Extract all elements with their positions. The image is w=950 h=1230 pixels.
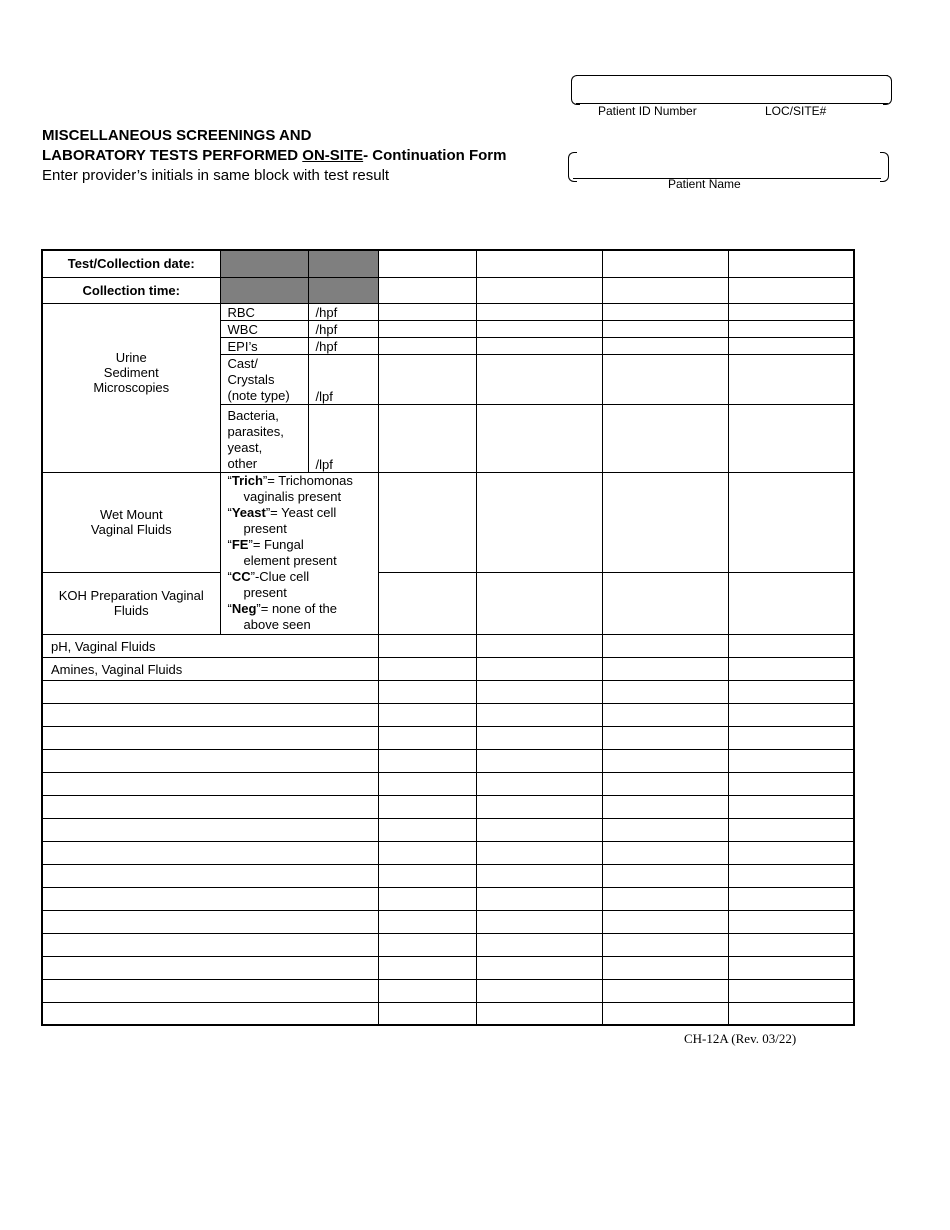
bacteria-label-4: other <box>227 455 258 471</box>
date-entry-cell[interactable] <box>476 250 602 277</box>
epi-label: EPI’s <box>220 337 308 354</box>
bacteria-unit: /lpf <box>315 456 333 472</box>
result-cell[interactable] <box>476 749 602 772</box>
result-cell[interactable] <box>602 337 728 354</box>
epi-unit: /hpf <box>308 337 378 354</box>
result-cell[interactable] <box>728 1002 854 1025</box>
result-cell[interactable] <box>602 956 728 979</box>
result-cell[interactable] <box>378 910 476 933</box>
blank-test-name-cell[interactable] <box>42 841 378 864</box>
result-cell[interactable] <box>378 572 476 634</box>
lab-results-table <box>41 249 855 1026</box>
patient-id-bracket-left <box>571 75 580 105</box>
urine-label-1: Urine <box>115 349 147 365</box>
result-cell[interactable] <box>602 1002 728 1025</box>
time-entry-cell[interactable] <box>476 277 602 303</box>
bacteria-unit-cell <box>308 404 378 472</box>
result-cell[interactable] <box>476 404 602 472</box>
legend-trich-key: Trich <box>231 472 263 488</box>
urine-label-2: Sediment <box>103 364 159 380</box>
koh-label-cell <box>42 572 220 634</box>
result-cell[interactable] <box>378 864 476 887</box>
wbc-label: WBC <box>220 320 308 337</box>
title-pre: LABORATORY TESTS PERFORMED <box>42 147 303 164</box>
blank-test-name-cell[interactable] <box>42 772 378 795</box>
result-cell[interactable] <box>378 818 476 841</box>
legend-neg-text-2: above seen <box>243 616 311 632</box>
result-cell[interactable] <box>728 680 854 703</box>
result-cell[interactable] <box>476 772 602 795</box>
result-cell[interactable] <box>728 320 854 337</box>
result-cell[interactable] <box>476 795 602 818</box>
result-cell[interactable] <box>378 1002 476 1025</box>
form-title-line2 <box>42 147 506 164</box>
bacteria-label-3: yeast, <box>227 439 263 455</box>
result-cell[interactable] <box>728 572 854 634</box>
patient-id-top-line <box>576 75 888 76</box>
blank-test-name-cell[interactable] <box>42 956 378 979</box>
collection-time-label: Collection time: <box>82 282 180 298</box>
result-cell[interactable] <box>378 703 476 726</box>
result-cell[interactable] <box>602 772 728 795</box>
result-legend: “Trich”= Trichomonas vaginalis present “Yeast”= Yeast cell present “FE”= Fungal element present “CC”-Clue cell present “Neg”= none of the above seen <box>220 472 378 634</box>
result-cell[interactable] <box>728 818 854 841</box>
legend-fe-key: FE <box>231 536 249 552</box>
time-entry-cell[interactable] <box>728 277 854 303</box>
blank-test-name-cell[interactable] <box>42 680 378 703</box>
form-title-line1: MISCELLANEOUS SCREENINGS AND <box>42 127 312 144</box>
legend-yeast-text-2: present <box>243 520 287 536</box>
result-cell[interactable] <box>602 795 728 818</box>
result-cell[interactable] <box>602 887 728 910</box>
result-cell[interactable] <box>602 726 728 749</box>
wet-mount-label-1: Wet Mount <box>99 507 163 522</box>
date-entry-cell[interactable] <box>378 250 476 277</box>
result-cell[interactable] <box>476 703 602 726</box>
blank-test-name-cell[interactable] <box>42 703 378 726</box>
result-cell[interactable] <box>378 979 476 1002</box>
blank-test-name-cell[interactable] <box>42 887 378 910</box>
title-onsite: ON-SITE <box>302 147 364 164</box>
urine-label-3: Microscopies <box>93 379 170 395</box>
result-cell[interactable] <box>728 726 854 749</box>
result-cell[interactable] <box>728 472 854 572</box>
time-entry-cell[interactable] <box>378 277 476 303</box>
result-cell[interactable] <box>602 354 728 404</box>
result-cell[interactable] <box>378 933 476 956</box>
test-date-label: Test/Collection date: <box>67 256 195 272</box>
result-cell[interactable] <box>378 634 476 657</box>
cast-unit-cell <box>308 354 378 404</box>
result-cell[interactable] <box>728 749 854 772</box>
koh-label-1: KOH Preparation Vaginal <box>58 588 204 603</box>
result-cell[interactable] <box>602 657 728 680</box>
result-cell[interactable] <box>476 956 602 979</box>
result-cell[interactable] <box>476 864 602 887</box>
result-cell[interactable] <box>602 979 728 1002</box>
shaded-cell <box>220 250 308 277</box>
result-cell[interactable] <box>378 772 476 795</box>
legend-cc-key: CC <box>231 568 251 584</box>
legend-fe-text: = Fungal <box>252 536 304 552</box>
result-cell[interactable] <box>476 337 602 354</box>
result-cell[interactable] <box>476 320 602 337</box>
result-cell[interactable] <box>476 818 602 841</box>
result-cell[interactable] <box>728 657 854 680</box>
result-cell[interactable] <box>728 933 854 956</box>
blank-test-name-cell[interactable] <box>42 979 378 1002</box>
result-cell[interactable] <box>728 337 854 354</box>
shaded-cell <box>308 250 378 277</box>
patient-name-bracket-right <box>880 152 889 182</box>
cast-label-cell <box>220 354 308 404</box>
wet-mount-label-2: Vaginal Fluids <box>90 522 172 537</box>
rbc-label: RBC <box>220 303 308 320</box>
cast-label-1: Cast/ <box>227 355 258 371</box>
result-cell[interactable] <box>476 472 602 572</box>
result-cell[interactable] <box>476 910 602 933</box>
cast-label-2: Crystals <box>227 371 275 387</box>
legend-fe-text-2: element present <box>243 552 337 568</box>
loc-site-label: LOC/SITE# <box>765 104 827 118</box>
legend-neg-key: Neg <box>231 600 257 616</box>
result-cell[interactable] <box>602 572 728 634</box>
blank-test-name-cell[interactable] <box>42 864 378 887</box>
result-cell[interactable] <box>378 726 476 749</box>
date-entry-cell[interactable] <box>602 250 728 277</box>
rbc-unit: /hpf <box>308 303 378 320</box>
result-cell[interactable] <box>378 887 476 910</box>
result-cell[interactable] <box>476 726 602 749</box>
legend-trich-text-2: vaginalis present <box>243 488 342 504</box>
result-cell[interactable] <box>476 933 602 956</box>
result-cell[interactable] <box>602 933 728 956</box>
bacteria-label-2: parasites, <box>227 423 284 439</box>
shaded-cell <box>308 277 378 303</box>
patient-name-label: Patient Name <box>668 177 741 191</box>
wet-mount-label-cell <box>42 472 220 572</box>
result-cell[interactable] <box>728 841 854 864</box>
result-cell[interactable] <box>476 979 602 1002</box>
result-cell[interactable] <box>476 680 602 703</box>
result-cell[interactable] <box>728 703 854 726</box>
blank-test-name-cell[interactable] <box>42 726 378 749</box>
result-cell[interactable] <box>378 795 476 818</box>
result-cell[interactable] <box>728 795 854 818</box>
result-cell[interactable] <box>602 703 728 726</box>
result-cell[interactable] <box>602 910 728 933</box>
collection-time-label-cell <box>42 277 220 303</box>
time-entry-cell[interactable] <box>602 277 728 303</box>
bacteria-label-cell <box>220 404 308 472</box>
patient-id-bracket-right <box>883 75 892 105</box>
result-cell[interactable] <box>728 887 854 910</box>
legend-cc-text: -Clue cell <box>254 568 310 584</box>
result-cell[interactable] <box>728 910 854 933</box>
result-cell[interactable] <box>602 841 728 864</box>
result-cell[interactable] <box>378 657 476 680</box>
result-cell[interactable] <box>602 634 728 657</box>
blank-test-name-cell[interactable] <box>42 749 378 772</box>
result-cell[interactable] <box>728 956 854 979</box>
legend-yeast-key: Yeast <box>231 504 266 520</box>
blank-test-name-cell[interactable] <box>42 795 378 818</box>
result-cell[interactable] <box>602 472 728 572</box>
result-cell[interactable] <box>378 841 476 864</box>
title-post: - Continuation Form <box>363 147 507 164</box>
cast-unit: /lpf <box>315 388 333 404</box>
result-cell[interactable] <box>378 337 476 354</box>
result-cell[interactable] <box>378 404 476 472</box>
result-cell[interactable] <box>728 864 854 887</box>
result-cell[interactable] <box>602 680 728 703</box>
result-cell[interactable] <box>728 634 854 657</box>
result-cell[interactable] <box>378 354 476 404</box>
date-entry-cell[interactable] <box>728 250 854 277</box>
patient-id-label: Patient ID Number <box>598 104 697 118</box>
bacteria-label-1: Bacteria, <box>227 407 279 423</box>
result-cell[interactable] <box>728 772 854 795</box>
legend-neg-text: = none of the <box>260 600 338 616</box>
result-cell[interactable] <box>378 320 476 337</box>
result-cell[interactable] <box>728 303 854 320</box>
legend-cc-text-2: present <box>243 584 287 600</box>
result-cell[interactable] <box>602 404 728 472</box>
result-cell[interactable] <box>602 303 728 320</box>
result-cell[interactable] <box>378 956 476 979</box>
form-instruction: Enter provider’s initials in same block with test result <box>42 167 390 184</box>
result-cell[interactable] <box>378 303 476 320</box>
result-cell[interactable] <box>378 472 476 572</box>
wbc-unit: /hpf <box>308 320 378 337</box>
result-cell[interactable] <box>476 887 602 910</box>
result-cell[interactable] <box>476 657 602 680</box>
result-cell[interactable] <box>602 749 728 772</box>
blank-test-name-cell[interactable] <box>42 1002 378 1025</box>
blank-test-name-cell[interactable] <box>42 933 378 956</box>
urine-sediment-label-cell <box>42 303 220 472</box>
result-cell[interactable] <box>728 979 854 1002</box>
ph-label: pH, Vaginal Fluids <box>42 634 378 657</box>
result-cell[interactable] <box>476 841 602 864</box>
shaded-cell <box>220 277 308 303</box>
result-cell[interactable] <box>378 749 476 772</box>
blank-test-name-cell[interactable] <box>42 910 378 933</box>
result-cell[interactable] <box>728 404 854 472</box>
test-date-label-cell <box>42 250 220 277</box>
result-cell[interactable] <box>728 354 854 404</box>
result-cell[interactable] <box>476 303 602 320</box>
result-cell[interactable] <box>476 1002 602 1025</box>
result-cell[interactable] <box>602 320 728 337</box>
legend-trich-text: = Trichomonas <box>267 472 353 488</box>
legend-yeast-text: = Yeast cell <box>270 504 337 520</box>
result-cell[interactable] <box>602 864 728 887</box>
koh-label-2: Fluids <box>113 603 149 618</box>
result-cell[interactable] <box>602 818 728 841</box>
blank-test-name-cell[interactable] <box>42 818 378 841</box>
result-cell[interactable] <box>378 680 476 703</box>
result-cell[interactable] <box>476 634 602 657</box>
cast-label-3: (note type) <box>227 387 290 403</box>
amines-label: Amines, Vaginal Fluids <box>42 657 378 680</box>
form-code: CH-12A (Rev. 03/22) <box>684 1031 797 1046</box>
result-cell[interactable] <box>476 572 602 634</box>
result-cell[interactable] <box>476 354 602 404</box>
